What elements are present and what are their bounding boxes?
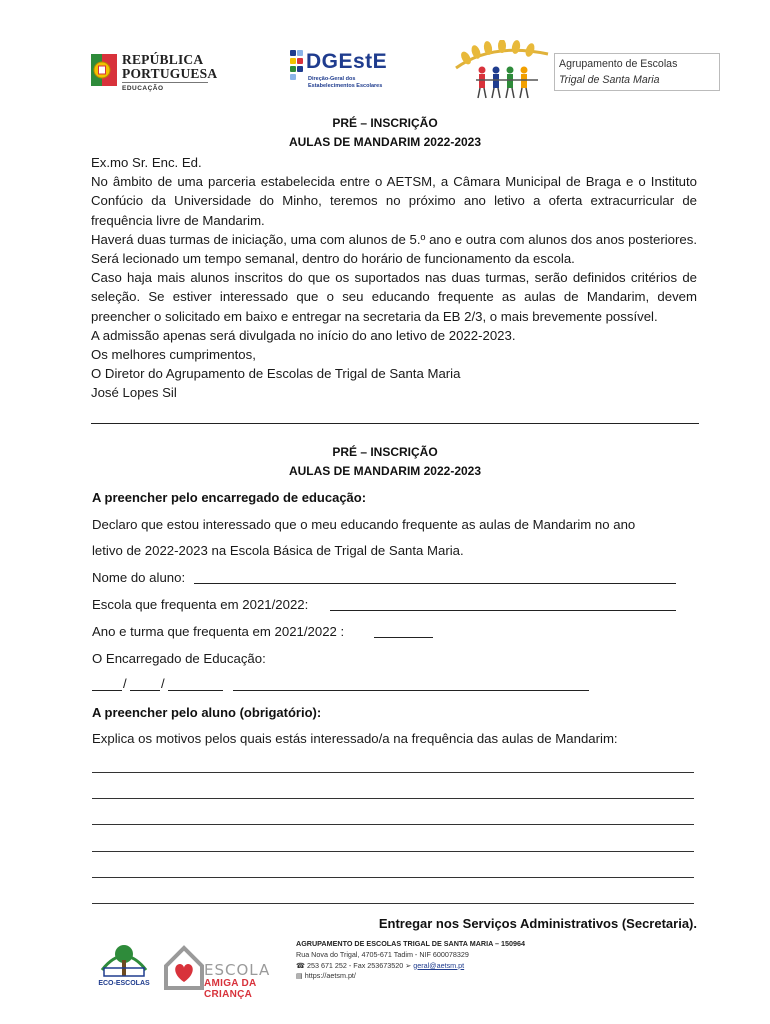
date-separator-1: /	[123, 676, 127, 691]
school-box-line1: Agrupamento de Escolas	[559, 58, 678, 70]
wheat-children-logo-icon	[452, 40, 554, 102]
dgeste-sub2: Estabelecimentos Escolares	[308, 83, 383, 89]
dgeste-name: DGEstE	[306, 50, 388, 73]
date-month-field[interactable]	[130, 690, 160, 691]
footer-address: Rua Nova do Trigal, 4705-671 Tadim - NIF 600078329	[296, 949, 469, 959]
current-school-field[interactable]	[330, 610, 676, 611]
reasons-line[interactable]	[92, 824, 694, 825]
guardian-heading: A preencher pelo encarregado de educação:	[92, 490, 367, 505]
date-year-field[interactable]	[168, 690, 223, 691]
escola-amiga-logo	[164, 944, 284, 1000]
reasons-line[interactable]	[92, 903, 694, 904]
form-title-2: AULAS DE MANDARIM 2022-2023	[288, 464, 482, 478]
school-name-box	[554, 53, 720, 91]
cut-divider	[91, 423, 699, 424]
date-separator-2: /	[161, 676, 165, 691]
signer-name: José Lopes Sil	[91, 385, 177, 400]
letter-title-2: AULAS DE MANDARIM 2022-2023	[288, 135, 482, 149]
footer-contact	[296, 939, 525, 982]
student-name-field[interactable]	[194, 583, 676, 584]
signer-role: O Diretor do Agrupamento de Escolas de Trigal de Santa Maria	[91, 366, 461, 381]
closing: Os melhores cumprimentos,	[91, 347, 256, 362]
mouse-pointer-icon: ➢	[405, 960, 412, 970]
portugal-emblem-icon	[90, 52, 118, 88]
footer-phone: 253 671 252 - Fax 253673520	[306, 960, 404, 970]
form-title-1: PRÉ – INSCRIÇÃO	[332, 445, 438, 459]
gov-logo-line1: REPÚBLICA	[122, 52, 204, 67]
paragraph-3: Caso haja mais alunos inscritos do que os suportados nas duas turmas, serão definidos critérios de seleção. Se estiver interessado que o seu educando frequente as aulas de Mandarim, devem preencher o solicitado em baixo e entregar na secretaria da EB 2/3, o mais brevemente possível.	[91, 270, 697, 324]
dgeste-dots-icon	[286, 48, 306, 92]
gov-logo-line3: EDUCAÇÃO	[122, 85, 164, 92]
declaration-line-2: letivo de 2022-2023 na Escola Básica de Trigal de Santa Maria.	[92, 543, 464, 558]
student-name-label: Nome do aluno:	[92, 570, 186, 585]
student-heading: A preencher pelo aluno (obrigatório):	[92, 705, 322, 720]
footer-email-link[interactable]: geral@aetsm.pt	[413, 960, 465, 970]
house-heart-icon	[164, 944, 204, 990]
salutation: Ex.mo Sr. Enc. Ed.	[91, 155, 202, 170]
paragraph-2: Haverá duas turmas de iniciação, uma com alunos de 5.º ano e outra com alunos dos anos posteriores. Será lecionado um tempo semanal, dentro do horário de funcionamento da escola.	[91, 232, 697, 267]
dgeste-sub1: Direção-Geral dos	[308, 76, 356, 82]
letter-title-1: PRÉ – INSCRIÇÃO	[332, 116, 438, 130]
dgeste-logo	[286, 46, 406, 98]
reasons-prompt: Explica os motivos pelos quais estás interessado/a na frequência das aulas de Mandarim:	[92, 731, 618, 746]
declaration-line-1: Declaro que estou interessado que o meu educando frequente as aulas de Mandarim no ano	[92, 517, 636, 532]
school-box-line2: Trigal de Santa Maria	[559, 74, 660, 86]
phone-icon: ☎	[296, 960, 305, 970]
eco-tree-icon	[96, 940, 152, 980]
reasons-line[interactable]	[92, 798, 694, 799]
reasons-line[interactable]	[92, 877, 694, 878]
footer-org-name: AGRUPAMENTO DE ESCOLAS TRIGAL DE SANTA MARIA – 150964	[296, 939, 525, 948]
republica-portuguesa-logo	[90, 48, 220, 98]
date-day-field[interactable]	[92, 690, 122, 691]
reasons-line[interactable]	[92, 851, 694, 852]
paragraph-4: A admissão apenas será divulgada no início do ano letivo de 2022-2023.	[91, 328, 516, 343]
year-class-label: Ano e turma que frequenta em 2021/2022 :	[92, 624, 345, 639]
paragraph-1: No âmbito de uma parceria estabelecida entre o AETSM, a Câmara Municipal de Braga e o Instituto Confúcio da Universidade do Minho, teremos no próximo ano letivo a oferta extracurricular de frequência livre de Mandarim.	[91, 174, 697, 228]
footer-website[interactable]: https://aetsm.pt/	[304, 971, 356, 981]
gov-logo-line2: PORTUGUESA	[122, 66, 218, 81]
delivery-note: Entregar nos Serviços Administrativos (Secretaria).	[378, 916, 697, 931]
current-school-label: Escola que frequenta em 2021/2022:	[92, 597, 309, 612]
reasons-line[interactable]	[92, 772, 694, 773]
guardian-label: O Encarregado de Educação:	[92, 651, 266, 666]
web-icon: ▤	[296, 971, 303, 981]
eco-label: ECO-ESCOLAS	[98, 980, 150, 987]
escola-line2: AMIGA DA CRIANÇA	[204, 978, 257, 1000]
year-class-field[interactable]	[374, 637, 433, 638]
escola-line1: ESCOLA	[204, 961, 271, 979]
eco-escolas-logo	[96, 940, 152, 990]
guardian-signature-field[interactable]	[233, 690, 589, 691]
